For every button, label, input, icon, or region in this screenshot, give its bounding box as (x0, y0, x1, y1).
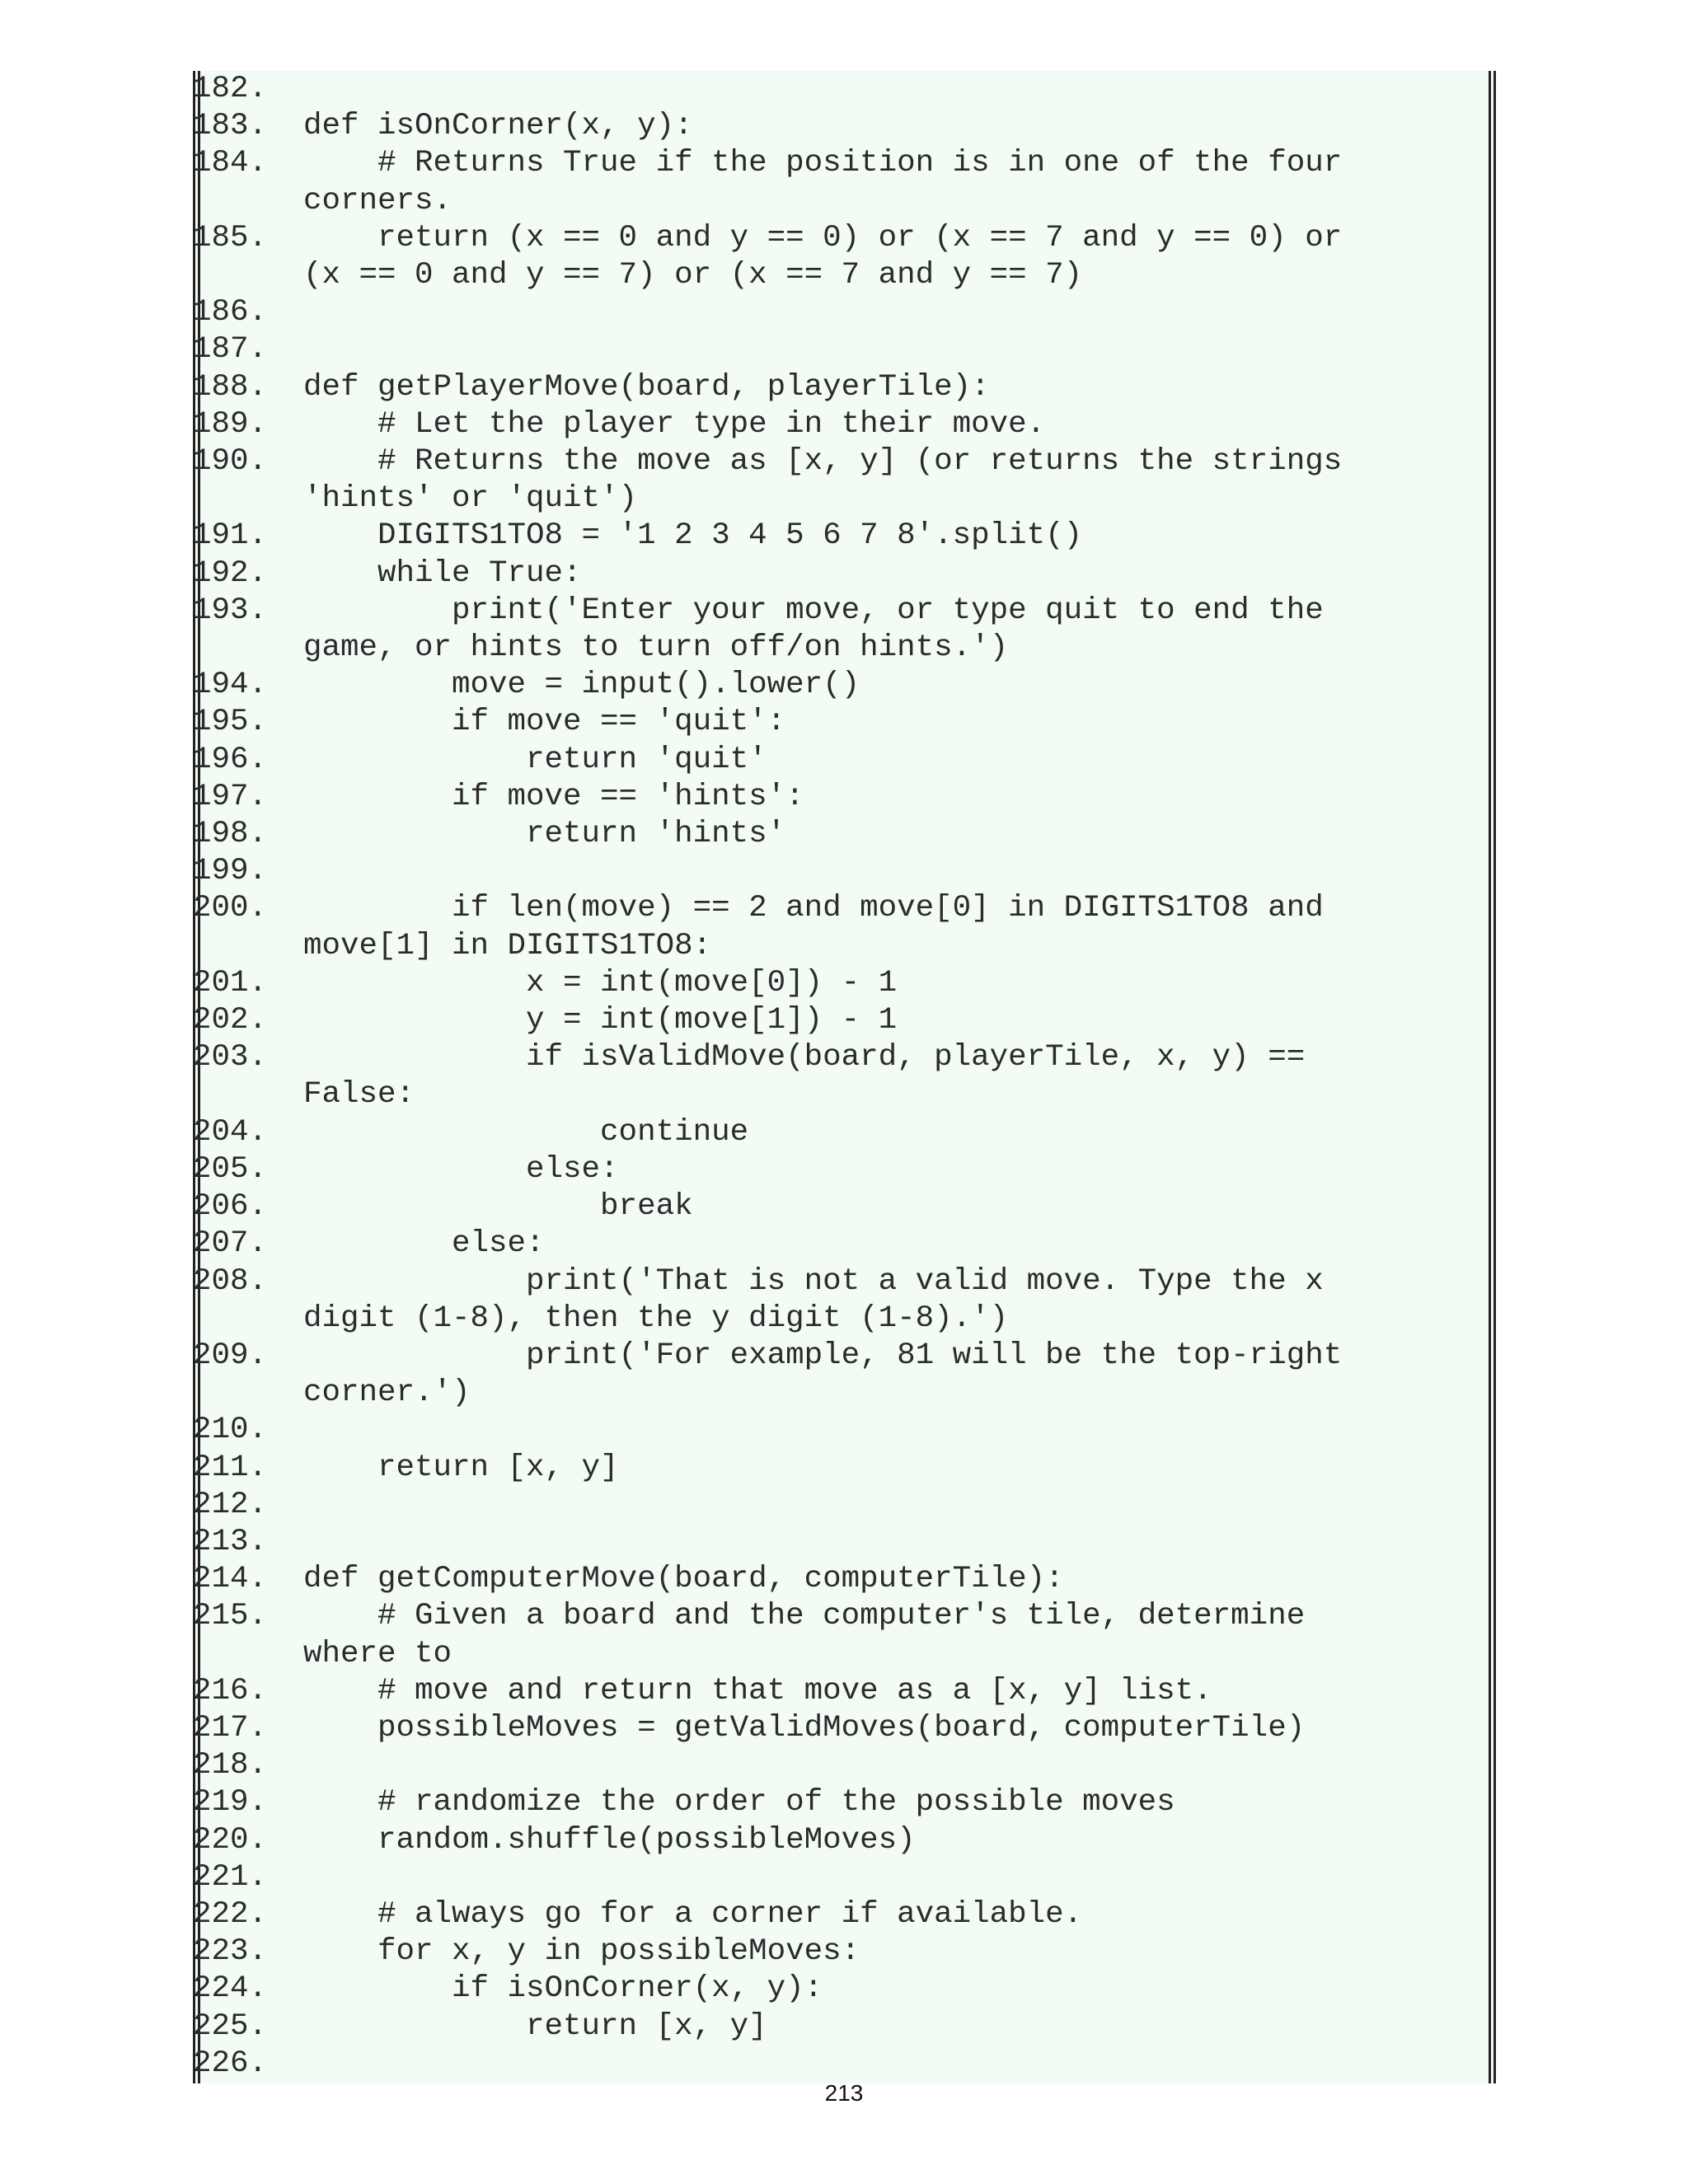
code-text: if isValidMove(board, playerTile, x, y) == (303, 1040, 1306, 1076)
code-line (193, 443, 1493, 480)
line-number: 190. (193, 444, 268, 480)
code-line (193, 555, 1493, 593)
code-line (193, 1673, 1493, 1710)
code-text: move = input().lower() (303, 668, 860, 703)
code-line (193, 1710, 1493, 1747)
code-line (193, 816, 1493, 853)
code-text: # Returns the move as [x, y] (or returns the strings (303, 444, 1343, 480)
code-line (193, 108, 1493, 145)
line-number: 207. (193, 1226, 268, 1262)
code-line (193, 183, 1493, 220)
code-line (193, 1636, 1493, 1673)
code-text: # always go for a corner if available. (303, 1896, 1083, 1932)
code-line (193, 1487, 1493, 1524)
code-line (193, 1375, 1493, 1412)
line-number (193, 928, 303, 965)
line-number: 184. (193, 146, 268, 181)
code-line (193, 1002, 1493, 1039)
code-text: False: (303, 1077, 415, 1113)
code-line (193, 1598, 1493, 1635)
code-text (303, 1524, 1474, 1561)
code-text: else: (303, 1226, 545, 1262)
line-number (193, 1076, 303, 1113)
line-number: 189. (193, 406, 268, 442)
code-text: if len(move) == 2 and move[0] in DIGITS1TO8 and (303, 891, 1324, 926)
code-text: print('Enter your move, or type quit to end the (303, 593, 1324, 628)
code-line (193, 890, 1493, 927)
line-number: 216. (193, 1673, 268, 1708)
code-text: def getComputerMove(board, computerTile): (303, 1562, 1064, 1597)
code-line (193, 369, 1493, 406)
code-line (193, 1896, 1493, 1933)
code-text: game, or hints to turn off/on hints.') (303, 630, 1009, 666)
code-line (193, 331, 1493, 368)
code-text (303, 331, 1474, 368)
line-number: 194. (193, 668, 268, 703)
line-number: 214. (193, 1562, 268, 1597)
code-text: (x == 0 and y == 7) or (x == 7 and y == 7) (303, 258, 1083, 293)
code-line (193, 1301, 1493, 1338)
code-line (193, 294, 1493, 331)
code-text: # Given a board and the computer's tile, determine (303, 1599, 1306, 1634)
line-number: 224. (193, 1971, 268, 2007)
line-number (193, 257, 303, 294)
line-number: 186. (193, 295, 268, 330)
line-number: 213. (193, 1524, 268, 1559)
line-number: 218. (193, 1748, 268, 1783)
code-line (193, 71, 1493, 108)
code-line (193, 1859, 1493, 1896)
code-line (193, 1151, 1493, 1188)
line-number: 222. (193, 1896, 268, 1932)
line-number: 204. (193, 1114, 268, 1150)
line-number: 208. (193, 1263, 268, 1299)
code-line (193, 1039, 1493, 1076)
code-line (193, 2008, 1493, 2046)
code-line (193, 1412, 1493, 1449)
code-line (193, 667, 1493, 704)
line-number: 198. (193, 817, 268, 852)
line-number (193, 183, 303, 220)
line-number: 219. (193, 1785, 268, 1821)
code-text: if move == 'quit': (303, 705, 786, 740)
code-line (193, 518, 1493, 555)
code-text: # Returns True if the position is in one of the four (303, 146, 1343, 181)
code-text (303, 853, 1474, 890)
line-number: 210. (193, 1413, 268, 1448)
code-line (193, 145, 1493, 182)
line-number: 205. (193, 1151, 268, 1187)
line-number: 221. (193, 1859, 268, 1895)
line-number (193, 1301, 303, 1338)
code-line (193, 1971, 1493, 2008)
line-number: 188. (193, 369, 268, 405)
line-number: 212. (193, 1487, 268, 1522)
code-text: if move == 'hints': (303, 779, 804, 814)
code-text: 'hints' or 'quit') (303, 481, 638, 517)
code-text: corners. (303, 183, 452, 218)
code-text: DIGITS1TO8 = '1 2 3 4 5 6 7 8'.split() (303, 518, 1083, 554)
code-line (193, 704, 1493, 741)
code-text: break (303, 1189, 693, 1225)
code-line (193, 1784, 1493, 1821)
code-text: # randomize the order of the possible moves (303, 1785, 1175, 1821)
code-text: return [x, y] (303, 1450, 619, 1485)
line-number: 199. (193, 854, 268, 889)
code-text: return 'quit' (303, 742, 767, 777)
code-line (193, 779, 1493, 816)
code-line (193, 928, 1493, 965)
line-number: 226. (193, 2046, 268, 2081)
code-line (193, 1747, 1493, 1784)
code-line (193, 593, 1493, 630)
code-text (303, 294, 1474, 331)
line-number: 197. (193, 779, 268, 814)
code-line (193, 1822, 1493, 1859)
code-text: possibleMoves = getValidMoves(board, computerTile) (303, 1710, 1306, 1746)
code-text: while True: (303, 555, 582, 591)
code-line (193, 2046, 1493, 2083)
code-listing (193, 71, 1493, 2083)
code-line (193, 480, 1493, 518)
code-text: print('That is not a valid move. Type the x (303, 1263, 1324, 1299)
code-line (193, 630, 1493, 667)
code-text: else: (303, 1151, 619, 1187)
line-number (193, 1636, 303, 1673)
code-text: def getPlayerMove(board, playerTile): (303, 369, 990, 405)
line-number: 201. (193, 965, 268, 1001)
line-number: 185. (193, 220, 268, 255)
line-number: 192. (193, 555, 268, 591)
code-text (303, 1412, 1474, 1449)
code-text: x = int(move[0]) - 1 (303, 965, 898, 1001)
code-listing-right-rule (1493, 71, 1496, 2083)
code-text (303, 71, 1474, 108)
code-line (193, 742, 1493, 779)
code-line (193, 1076, 1493, 1113)
code-line (193, 406, 1493, 443)
code-text (303, 1859, 1474, 1896)
code-line (193, 1933, 1493, 1971)
code-text (303, 2046, 1474, 2083)
code-line (193, 1524, 1493, 1561)
code-line (193, 1226, 1493, 1263)
code-text: digit (1-8), then the y digit (1-8).') (303, 1301, 1009, 1336)
line-number: 200. (193, 891, 268, 926)
code-line (193, 1114, 1493, 1151)
code-line (193, 1450, 1493, 1487)
line-number (193, 630, 303, 667)
code-line (193, 853, 1493, 890)
code-text: print('For example, 81 will be the top-right (303, 1338, 1343, 1373)
line-number: 209. (193, 1338, 268, 1373)
code-line (193, 1188, 1493, 1226)
line-number: 182. (193, 72, 268, 106)
code-text: where to (303, 1636, 452, 1671)
line-number: 220. (193, 1822, 268, 1858)
line-number (193, 480, 303, 518)
line-number: 225. (193, 2008, 268, 2044)
line-number: 206. (193, 1189, 268, 1225)
code-line (193, 1561, 1493, 1598)
line-number: 215. (193, 1599, 268, 1634)
page-number: 213 (824, 2080, 864, 2106)
code-text: continue (303, 1114, 749, 1150)
code-text: if isOnCorner(x, y): (303, 1971, 823, 2007)
code-text: random.shuffle(possibleMoves) (303, 1822, 916, 1858)
code-line (193, 257, 1493, 294)
line-number: 183. (193, 109, 268, 144)
code-text: return [x, y] (303, 2008, 767, 2044)
code-text: # Let the player type in their move. (303, 406, 1046, 442)
line-number: 196. (193, 742, 268, 777)
code-text: move[1] in DIGITS1TO8: (303, 928, 712, 963)
code-text: corner.') (303, 1376, 471, 1411)
code-line (193, 1263, 1493, 1301)
line-number: 193. (193, 593, 268, 628)
code-text (303, 1747, 1474, 1784)
code-text: # move and return that move as a [x, y] list. (303, 1673, 1212, 1708)
line-number: 223. (193, 1934, 268, 1970)
line-number: 202. (193, 1003, 268, 1038)
line-number: 203. (193, 1040, 268, 1076)
line-number (193, 1375, 303, 1412)
line-number: 195. (193, 705, 268, 740)
line-number: 187. (193, 332, 268, 368)
line-number: 191. (193, 518, 268, 554)
code-line (193, 220, 1493, 257)
code-text: y = int(move[1]) - 1 (303, 1003, 898, 1038)
line-number: 217. (193, 1710, 268, 1746)
code-line (193, 965, 1493, 1002)
code-text (303, 1487, 1474, 1524)
code-text: def isOnCorner(x, y): (303, 109, 693, 144)
code-line (193, 1338, 1493, 1375)
code-text: return (x == 0 and y == 0) or (x == 7 and y == 0) or (303, 220, 1343, 255)
code-text: return 'hints' (303, 817, 786, 852)
code-text: for x, y in possibleMoves: (303, 1934, 860, 1970)
line-number: 211. (193, 1450, 268, 1485)
